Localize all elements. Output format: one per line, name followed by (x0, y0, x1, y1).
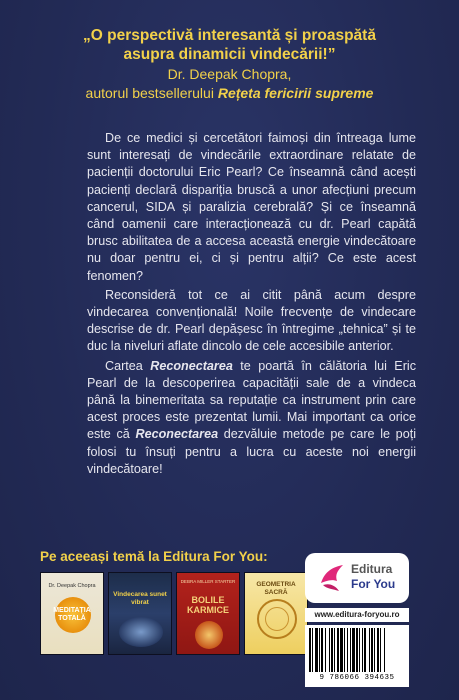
book-author: Dr. Deepak Chopra (48, 583, 96, 589)
blurb-p3-text-b: te poartă în călătoria lui Eric Pearl de la descoperirea capacității sale de a vindeca până la binemeritata sa reputație ca instrument prin care acest proces este prezentat lumii. Mai important ca orice este că (87, 358, 416, 442)
attribution-name: Dr. Deepak Chopra, (167, 66, 292, 82)
barcode-bar (385, 628, 387, 672)
blurb-p3-text-a: Cartea (105, 358, 151, 373)
book-title: Vindecarea sunet vibrat (113, 591, 167, 606)
related-books-row (40, 572, 308, 655)
blurb-p3-book-title-2: Reconectarea (135, 427, 219, 442)
isbn-number: 9 786066 394635 (319, 674, 395, 682)
book-title: GEOMETRIA SACRĂ (256, 581, 296, 596)
related-books-heading: Pe aceeași temă la Editura For You: (40, 549, 268, 564)
book-title: MEDITAȚIA TOTALĂ (53, 607, 91, 622)
quote-line-2: asupra dinamicii vindecării!” (123, 46, 336, 63)
related-book-meditatia (40, 572, 104, 655)
dove-icon (317, 561, 347, 595)
barcode-bars (309, 628, 405, 672)
blurb-paragraph-3 (87, 358, 416, 478)
blurb-paragraph-1: De ce medici și cercetători faimoși din întreaga lume sunt interesați de vindecările extraordinare relatate de pacienții doctorului Eric Pearl? Ce înseamnă când acești pacienți declară dispariția bruscă a unor afecțiuni precum cancerul, SIDA și paralizia cerebrală? Și ce înseamnă când oamenii care interacționează cu dr. Pearl capătă brusc abilitatea de a accesa această energie vindecătoare nu doar pentru ei, ci și pentru alții? Ce este acest fenomen? (87, 131, 416, 283)
attribution-book-title: Rețeta fericirii supreme (217, 85, 374, 101)
publisher-logo (305, 553, 409, 603)
quote-line-1: „O perspectivă interesantă și proaspătă (83, 27, 376, 44)
related-book-vindecarea (108, 572, 172, 655)
book-author: DEBRA MILLER STARTER (180, 579, 236, 584)
blurb-paragraph-2: Reconsideră tot ce ai citit până acum despre vindecarea convențională! Noile frecvențe de vindecare descrise de dr. Pearl depășesc în întregime „tehnica” și te duc la niveluri aflate dincolo de cele accesibile anterior. (87, 287, 416, 354)
publisher-url: www.editura-foryou.ro (305, 608, 409, 622)
isbn-barcode (305, 625, 409, 687)
back-cover-blurb (87, 130, 416, 480)
publisher-line-2: For You (351, 577, 396, 591)
attribution-book-line (0, 84, 459, 103)
publisher-name (351, 562, 395, 592)
glow-illustration (119, 617, 163, 647)
attribution-prefix: autorul bestsellerului (85, 85, 218, 101)
related-book-geometria-sacra (244, 572, 308, 655)
blurb-p3-book-title-1: Reconectarea (150, 358, 233, 373)
geometry-inner-ring-illustration (265, 607, 289, 631)
book-title: BOLILE KARMICE (187, 595, 229, 615)
quote-attribution (0, 65, 459, 103)
blurb-p3-text-c: dezvăluie metode pe care le poți folosi tu însuți pentru a lucra cu aceste noi energii vindecătoare! (87, 427, 416, 476)
endorsement-quote (0, 26, 459, 64)
publisher-line-1: Editura (351, 562, 393, 576)
orb-illustration (195, 621, 223, 649)
related-book-bolile-karmice (176, 572, 240, 655)
